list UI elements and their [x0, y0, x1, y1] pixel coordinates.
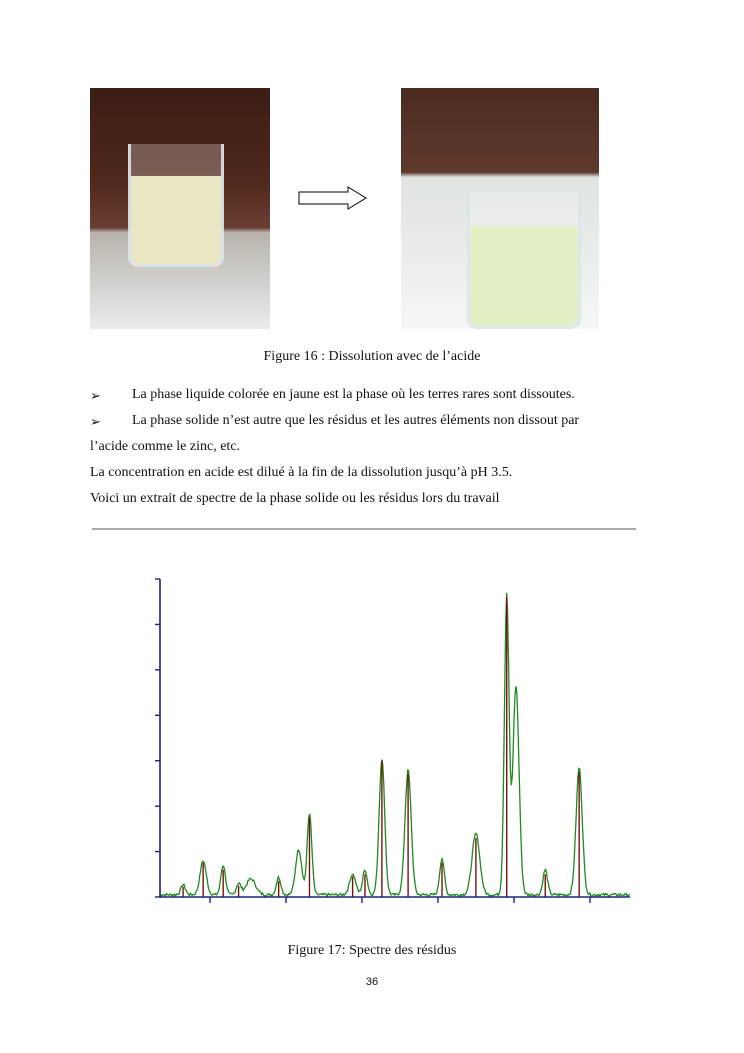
beaker-photo-after	[401, 88, 599, 329]
beaker-glass	[128, 144, 224, 267]
axis-ticks	[155, 579, 590, 903]
bullet-marker: ➢	[90, 414, 101, 429]
bullet-item-solid-phase: La phase solide n’est autre que les résidus et les autres éléments non dissout par	[132, 413, 580, 428]
beaker-liquid	[131, 176, 221, 264]
page-number: 36	[365, 976, 379, 988]
bullet-marker: ➢	[90, 388, 101, 403]
arrow-right-icon	[298, 186, 368, 210]
bullet-item-solid-phase-continued: l’acide comme le zinc, etc.	[90, 439, 241, 454]
figure-17-caption: Figure 17: Spectre des résidus	[287, 943, 457, 958]
spectrum-chart	[92, 524, 652, 938]
chart-marks	[160, 593, 630, 897]
bullet-item-liquid-phase: La phase liquide colorée en jaune est la phase où les terres rares sont dissoutes.	[132, 387, 575, 402]
figure-16-caption: Figure 16 : Dissolution avec de l’acide	[263, 349, 481, 364]
paragraph-spectrum-intro: Voici un extrait de spectre de la phase solide ou les résidus lors du travail	[90, 491, 500, 506]
beaker-glass	[467, 192, 581, 329]
beaker-liquid	[470, 226, 578, 326]
paragraph-concentration: La concentration en acide est dilué à la fin de la dissolution jusqu’à pH 3.5.	[90, 465, 513, 480]
beaker-photo-before	[90, 88, 270, 329]
spectrum-series-line	[160, 593, 630, 896]
